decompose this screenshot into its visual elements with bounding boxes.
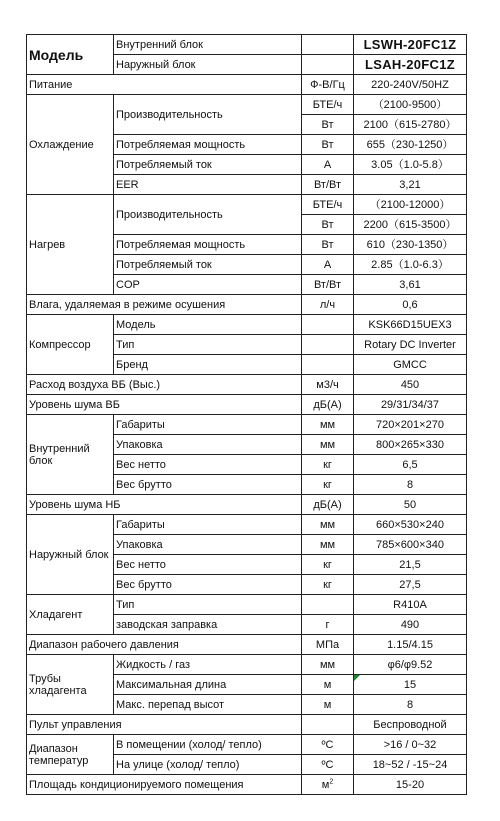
outdoor-unit-label: Наружный блок (114, 55, 302, 75)
heating-capacity-label: Производительность (114, 195, 302, 235)
area-unit-sup: 2 (329, 777, 334, 785)
noise-indoor-unit: дБ(А) (302, 395, 354, 415)
outdoor-pack-value: 785×600×340 (354, 535, 467, 555)
outdoor-pack-unit: мм (302, 535, 354, 555)
temp-indoor-row (27, 735, 467, 755)
cooling-eer-value: 3,21 (354, 175, 467, 195)
compressor-model-label: Модель (114, 315, 302, 335)
cooling-capacity-row-1 (27, 95, 467, 115)
outdoor-net-value: 21,5 (354, 555, 467, 575)
pipes-liquid-label: Жидкость / газ (114, 655, 302, 675)
heating-current-unit: А (302, 255, 354, 275)
pipes-maxh-label: Макс. перепад высот (114, 695, 302, 715)
outdoor-pack-label: Упаковка (114, 535, 302, 555)
heating-current-value: 2.85（1.0-6.3） (354, 255, 467, 275)
power-label: Питание (27, 75, 302, 95)
empty-cell (302, 715, 354, 735)
noise-outdoor-row (27, 495, 467, 515)
pressure-label: Диапазон рабочего давления (27, 635, 302, 655)
heating-capacity-unit-btu: БТЕ/ч (302, 195, 354, 215)
heating-current-label: Потребляемый ток (114, 255, 302, 275)
cooling-eer-unit: Вт/Вт (302, 175, 354, 195)
indoor-pack-label: Упаковка (114, 435, 302, 455)
indoor-gross-label: Вес брутто (114, 475, 302, 495)
airflow-row (27, 375, 467, 395)
indoor-pack-value: 800×265×330 (354, 435, 467, 455)
area-unit (302, 775, 354, 795)
heating-cop-unit: Вт/Вт (302, 275, 354, 295)
noise-outdoor-value: 50 (354, 495, 467, 515)
heating-power-unit: Вт (302, 235, 354, 255)
airflow-unit: м3/ч (302, 375, 354, 395)
outdoor-dims-unit: мм (302, 515, 354, 535)
pipes-label: Трубы хладагента (27, 655, 114, 715)
outdoor-model-value: LSAH-20FC1Z (354, 55, 467, 75)
empty-cell (302, 35, 354, 55)
refrigerant-charge-label: заводская заправка (114, 615, 302, 635)
refrigerant-label: Хладагент (27, 595, 114, 635)
refrigerant-type-label: Тип (114, 595, 302, 615)
indoor-dims-label: Габариты (114, 415, 302, 435)
indoor-net-label: Вес нетто (114, 455, 302, 475)
cooling-power-value: 655（230-1250） (354, 135, 467, 155)
noise-indoor-value: 29/31/34/37 (354, 395, 467, 415)
area-row (27, 775, 467, 795)
compressor-label: Компрессор (27, 315, 114, 375)
indoor-dims-row (27, 415, 467, 435)
heating-capacity-unit-w: Вт (302, 215, 354, 235)
pipes-liquid-row (27, 655, 467, 675)
compressor-brand-value: GMCC (354, 355, 467, 375)
dehumid-value: 0,6 (354, 295, 467, 315)
empty-cell (302, 335, 354, 355)
cooling-eer-label: EER (114, 175, 302, 195)
heating-capacity-value-btu: （2100-12000） (354, 195, 467, 215)
refrigerant-type-value: R410A (354, 595, 467, 615)
cooling-capacity-value-btu: （2100-9500） (354, 95, 467, 115)
cooling-capacity-value-w: 2100（615-2780） (354, 115, 467, 135)
cooling-capacity-unit-btu: БТЕ/ч (302, 95, 354, 115)
noise-indoor-label: Уровень шума ВБ (27, 395, 302, 415)
indoor-dims-value: 720×201×270 (354, 415, 467, 435)
pipes-liquid-unit: мм (302, 655, 354, 675)
temp-outdoor-label: На улице (холод/ тепло) (114, 755, 302, 775)
indoor-gross-value: 8 (354, 475, 467, 495)
pipes-maxlen-label: Максимальная длина (114, 675, 302, 695)
remote-row (27, 715, 467, 735)
refrigerant-charge-value: 490 (354, 615, 467, 635)
empty-cell (302, 355, 354, 375)
indoor-unit-group-label: Внутренний блок (27, 415, 114, 495)
noise-outdoor-unit: дБ(А) (302, 495, 354, 515)
indoor-net-unit: кг (302, 455, 354, 475)
cooling-current-value: 3.05（1.0-5.8） (354, 155, 467, 175)
power-row (27, 75, 467, 95)
pipes-maxh-value: 8 (354, 695, 467, 715)
heating-power-label: Потребляемая мощность (114, 235, 302, 255)
pipes-liquid-value: φ6/φ9.52 (354, 655, 467, 675)
indoor-net-value: 6,5 (354, 455, 467, 475)
heating-power-value: 610（230-1350） (354, 235, 467, 255)
empty-cell (302, 595, 354, 615)
refrigerant-type-row (27, 595, 467, 615)
compressor-brand-label: Бренд (114, 355, 302, 375)
area-label: Площадь кондиционируемого помещения (27, 775, 302, 795)
cooling-current-label: Потребляемый ток (114, 155, 302, 175)
compressor-type-value: Rotary DC Inverter (354, 335, 467, 355)
header-row-indoor (27, 35, 467, 55)
empty-cell (302, 55, 354, 75)
heating-capacity-value-w: 2200（615-3500） (354, 215, 467, 235)
indoor-dims-unit: мм (302, 415, 354, 435)
pressure-row (27, 635, 467, 655)
dehumid-unit: л/ч (302, 295, 354, 315)
dehumid-label: Влага, удаляемая в режиме осушения (27, 295, 302, 315)
dehumid-row (27, 295, 467, 315)
cooling-power-unit: Вт (302, 135, 354, 155)
temp-outdoor-value: 18~52 / -15~24 (354, 755, 467, 775)
outdoor-gross-unit: кг (302, 575, 354, 595)
airflow-value: 450 (354, 375, 467, 395)
outdoor-net-unit: кг (302, 555, 354, 575)
compressor-type-label: Тип (114, 335, 302, 355)
outdoor-dims-row (27, 515, 467, 535)
temp-range-label: Диапазон температур (27, 735, 114, 775)
power-value: 220-240V/50HZ (354, 75, 467, 95)
area-value: 15-20 (354, 775, 467, 795)
indoor-gross-unit: кг (302, 475, 354, 495)
outdoor-unit-group-label: Наружный блок (27, 515, 114, 595)
indoor-model-value: LSWH-20FC1Z (354, 35, 467, 55)
temp-indoor-value: >16 / 0~32 (354, 735, 467, 755)
remote-label: Пульт управления (27, 715, 302, 735)
cooling-current-unit: А (302, 155, 354, 175)
spec-table (26, 34, 467, 795)
temp-indoor-unit: ºC (302, 735, 354, 755)
heating-cop-label: COP (114, 275, 302, 295)
temp-outdoor-unit: ºC (302, 755, 354, 775)
outdoor-dims-value: 660×530×240 (354, 515, 467, 535)
empty-cell (302, 315, 354, 335)
cooling-capacity-label: Производительность (114, 95, 302, 135)
cooling-label: Охлаждение (27, 95, 114, 195)
cooling-power-label: Потребляемая мощность (114, 135, 302, 155)
outdoor-gross-label: Вес брутто (114, 575, 302, 595)
noise-indoor-row (27, 395, 467, 415)
heating-label: Нагрев (27, 195, 114, 295)
model-header: Модель (27, 35, 114, 75)
indoor-unit-label: Внутренний блок (114, 35, 302, 55)
pressure-value: 1.15/4.15 (354, 635, 467, 655)
outdoor-net-label: Вес нетто (114, 555, 302, 575)
pipes-maxh-unit: м (302, 695, 354, 715)
remote-value: Беспроводной (354, 715, 467, 735)
compressor-model-value: KSK66D15UEX3 (354, 315, 467, 335)
indoor-pack-unit: мм (302, 435, 354, 455)
airflow-label: Расход воздуха ВБ (Выс.) (27, 375, 302, 395)
heating-capacity-row-1 (27, 195, 467, 215)
pipes-maxlen-value: 15 (354, 675, 467, 695)
outdoor-dims-label: Габариты (114, 515, 302, 535)
outdoor-gross-value: 27,5 (354, 575, 467, 595)
pipes-maxlen-unit: м (302, 675, 354, 695)
refrigerant-charge-unit: г (302, 615, 354, 635)
pressure-unit: МПа (302, 635, 354, 655)
noise-outdoor-label: Уровень шума НБ (27, 495, 302, 515)
temp-indoor-label: В помещении (холод/ тепло) (114, 735, 302, 755)
compressor-model-row (27, 315, 467, 335)
area-unit-text: м (321, 778, 330, 791)
cooling-capacity-unit-w: Вт (302, 115, 354, 135)
power-unit: Ф-В/Гц (302, 75, 354, 95)
heating-cop-value: 3,61 (354, 275, 467, 295)
